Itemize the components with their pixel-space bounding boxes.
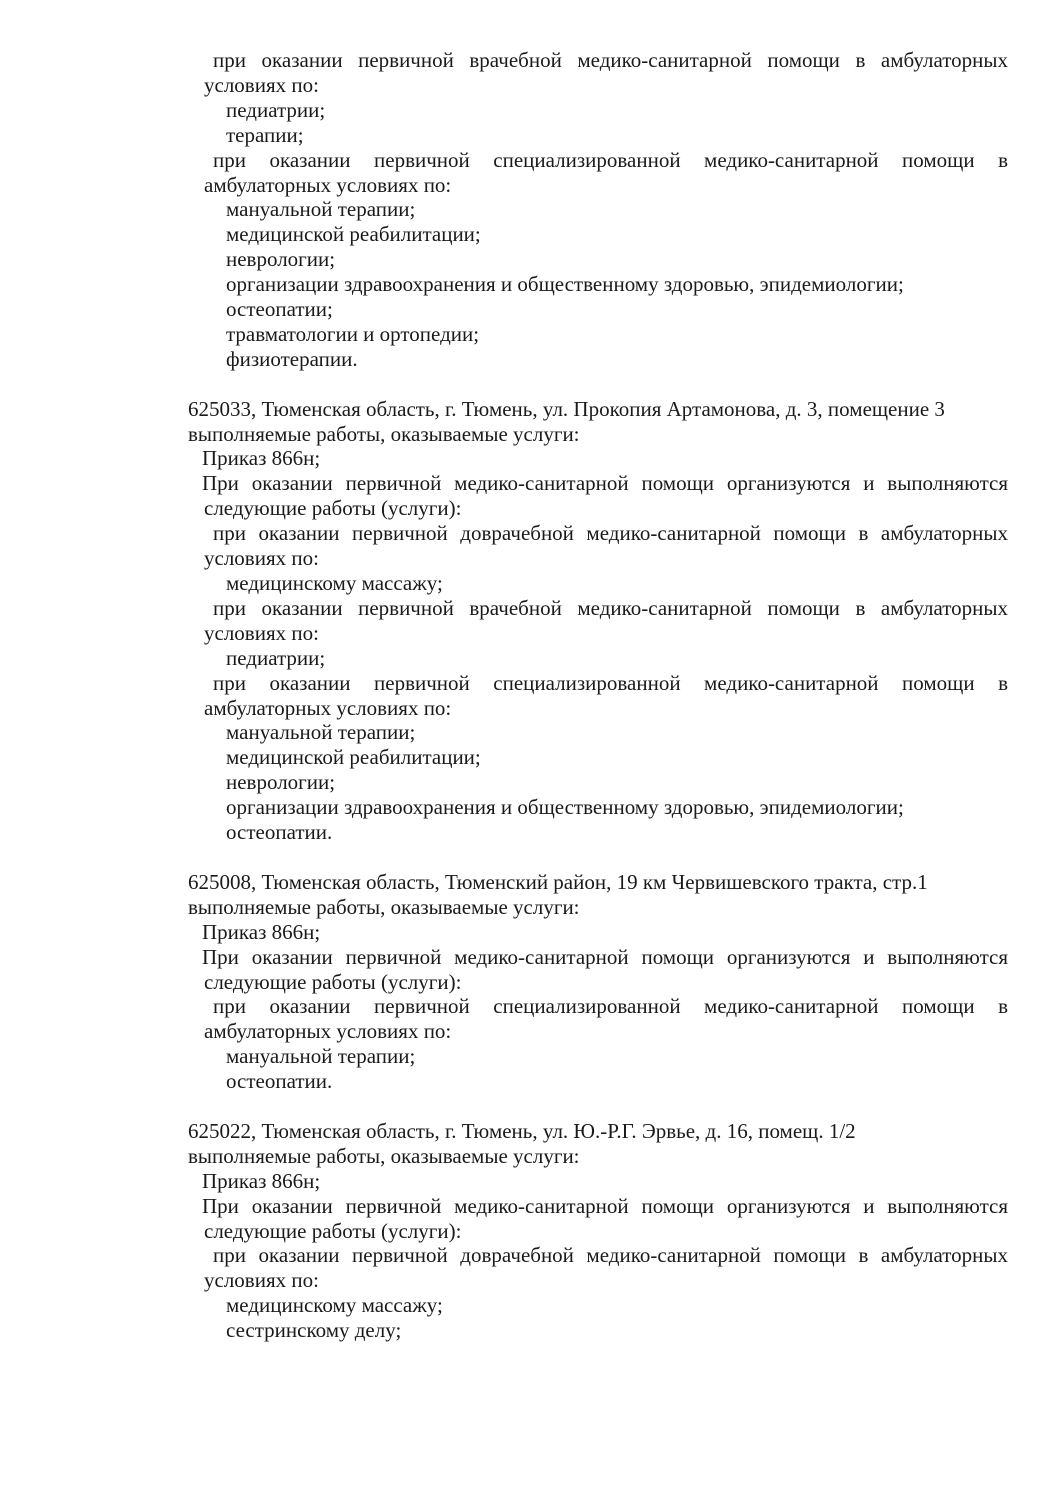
text-line-label: выполняемые работы, оказываемые услуги: [188,421,580,446]
text-line-item: педиатрии; [226,97,326,122]
text-line-subpara-cont: амбулаторных условиях по: [204,172,452,197]
text-line-subpara: при оказании первичной специализированной медико-санитарной помощи в [213,670,1008,695]
text-line-subpara: при оказании первичной врачебной медико-санитарной помощи в амбулаторных [213,595,1008,620]
text-line-item: педиатрии; [226,645,326,670]
text-line-address: 625022, Тюменская область, г. Тюмень, ул. Ю.-Р.Г. Эрвье, д. 16, помещ. 1/2 [188,1118,856,1143]
text-line-item: физиотерапии. [226,346,358,371]
text-line-order: Приказ 866н; [202,446,321,471]
document-section-services-continuation [188,48,1008,372]
text-line-label: выполняемые работы, оказываемые услуги: [188,894,580,919]
text-line-item: организации здравоохранения и общественному здоровью, эпидемиологии; [226,795,904,820]
document-body [188,48,1008,1343]
text-line-item: медицинской реабилитации; [226,222,481,247]
text-line-address: 625033, Тюменская область, г. Тюмень, ул. Прокопия Артамонова, д. 3, помещение 3 [188,396,945,421]
document-section-address-625033 [188,397,1008,845]
text-line-para: При оказании первичной медико-санитарной помощи организуются и выполняются [202,944,1008,969]
text-line-item: мануальной терапии; [226,1044,416,1069]
text-line-item: неврологии; [226,247,336,272]
text-line-label: выполняемые работы, оказываемые услуги: [188,1143,580,1168]
text-line-subpara-cont: амбулаторных условиях по: [204,695,452,720]
text-line-para-cont: следующие работы (услуги): [204,496,462,521]
text-line-para-cont: следующие работы (услуги): [204,969,462,994]
text-line-para: При оказании первичной медико-санитарной помощи организуются и выполняются [202,1193,1008,1218]
text-line-item: медицинской реабилитации; [226,745,481,770]
text-line-item: остеопатии. [226,820,333,845]
text-line-subpara-cont: условиях по: [204,72,319,97]
text-line-item: медицинскому массажу; [226,1293,443,1318]
text-line-item: неврологии; [226,770,336,795]
document-section-address-625008 [188,870,1008,1094]
text-line-subpara-cont: условиях по: [204,1268,319,1293]
text-line-subpara: при оказании первичной доврачебной медико-санитарной помощи в амбулаторных [213,521,1008,546]
text-line-item: остеопатии. [226,1069,333,1094]
text-line-item: медицинскому массажу; [226,571,443,596]
text-line-item: мануальной терапии; [226,720,416,745]
text-line-para-cont: следующие работы (услуги): [204,1218,462,1243]
text-line-item: мануальной терапии; [226,197,416,222]
text-line-subpara: при оказании первичной врачебной медико-санитарной помощи в амбулаторных [213,48,1008,72]
text-line-subpara: при оказании первичной специализированной медико-санитарной помощи в [213,994,1008,1019]
text-line-item: травматологии и ортопедии; [226,321,480,346]
text-line-item: терапии; [226,122,304,147]
text-line-subpara: при оказании первичной доврачебной медико-санитарной помощи в амбулаторных [213,1243,1008,1268]
text-line-order: Приказ 866н; [202,919,321,944]
text-line-item: остеопатии; [226,297,333,322]
text-line-subpara-cont: условиях по: [204,620,319,645]
text-line-subpara-cont: амбулаторных условиях по: [204,1019,452,1044]
text-line-subpara-cont: условиях по: [204,546,319,571]
text-line-address: 625008, Тюменская область, Тюменский район, 19 км Червишевского тракта, стр.1 [188,869,928,894]
text-line-item: организации здравоохранения и общественному здоровью, эпидемиологии; [226,272,904,297]
text-line-subpara: при оказании первичной специализированной медико-санитарной помощи в [213,147,1008,172]
text-line-order: Приказ 866н; [202,1168,321,1193]
text-line-para: При оказании первичной медико-санитарной помощи организуются и выполняются [202,471,1008,496]
text-line-item: сестринскому делу; [226,1318,402,1343]
document-section-address-625022 [188,1119,1008,1343]
